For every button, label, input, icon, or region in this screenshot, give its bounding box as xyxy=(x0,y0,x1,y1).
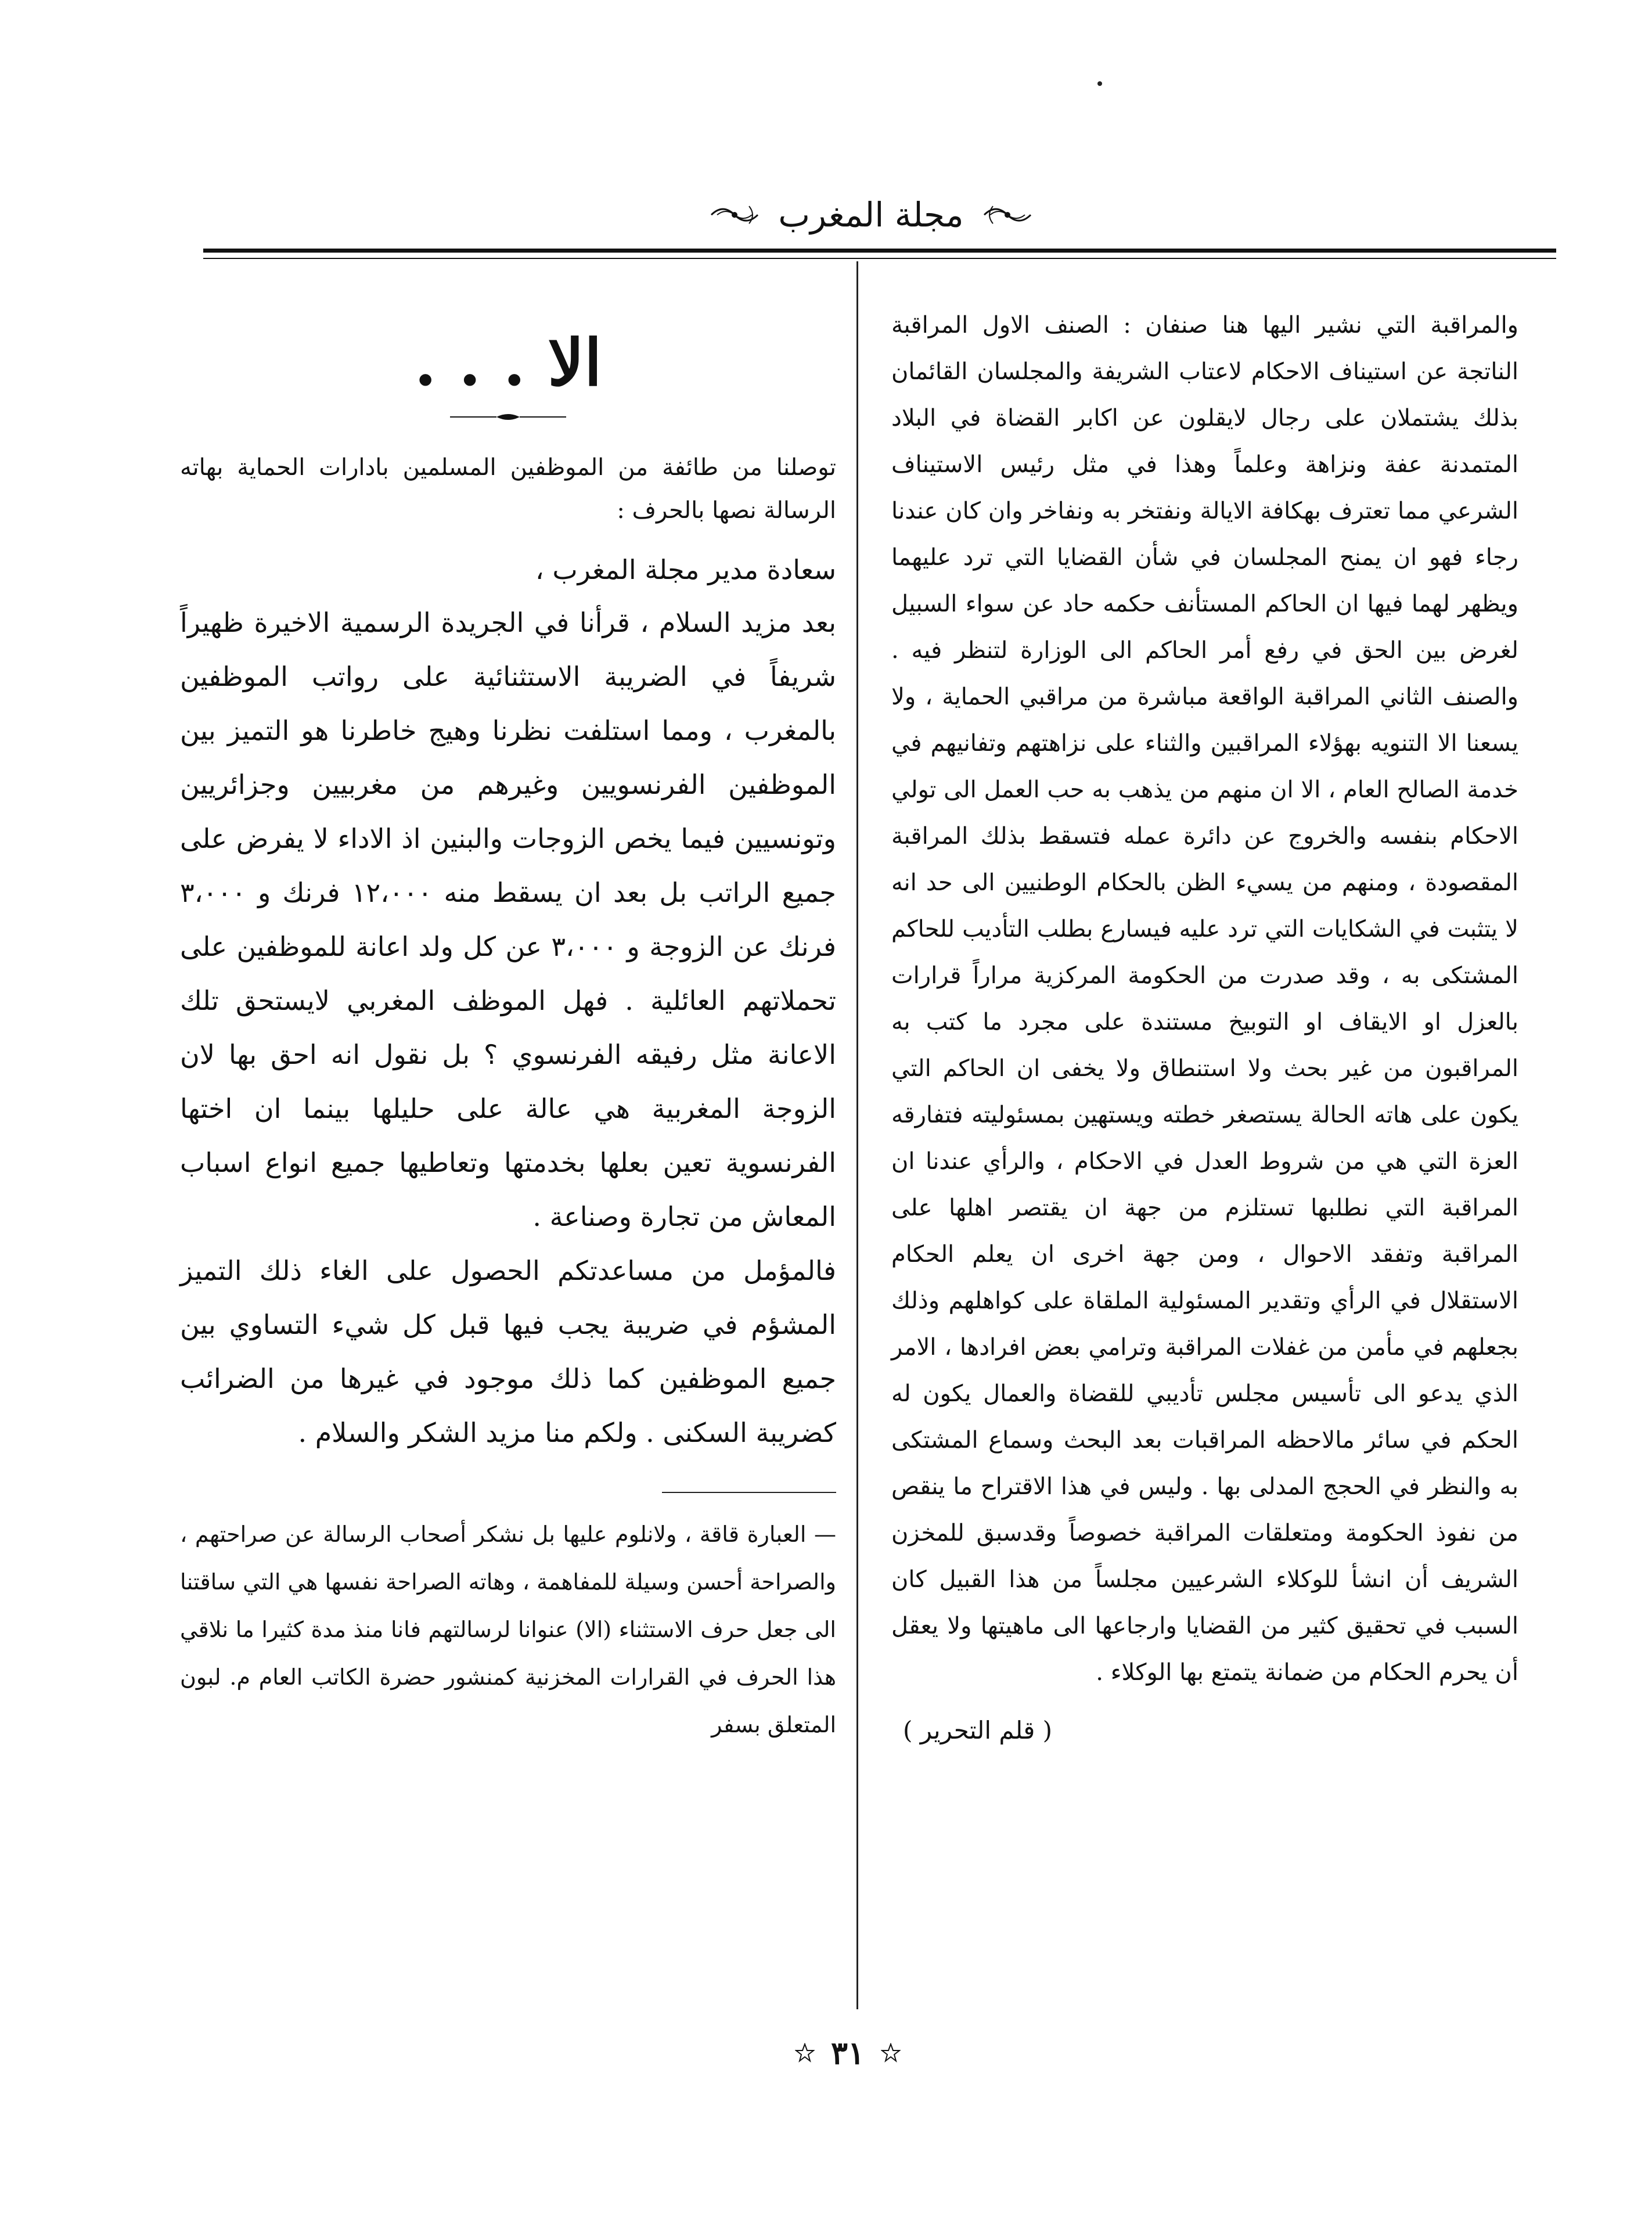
letter-paragraph: بعد مزيد السلام ، قرأنا في الجريدة الرسمية الاخيرة ظهيراً شريفاً في الضريبة الاستثنائية على رواتب الموظفين بالمغرب ، ومما استلفت نظرنا وهيج خاطرنا هو التميز بين الموظفين الفرنسويين وغيرهم من مغربيين وجزائريين وتونسيين فيما يخص الزوجات والبنين اذ الاداء لا يفرض على جميع الراتب بل بعد ان يسقط منه ١٢،٠٠٠ فرنك و ٣،٠٠٠ فرنك عن الزوجة و ٣،٠٠٠ عن كل ولد اعانة للموظفين على تحملاتهم العائلية . فهل الموظف المغربي لايستحق تلك الاعانة مثل رفيقه الفرنسوي ؟ بل نقول انه احق بها لان الزوجة المغربية هي عالة على حليلها بينما ان اختها الفرنسوية تعين بعلها بخدمتها وتعاطيها جميع انواع اسباب المعاش من تجارة وصناعة . xyxy=(180,607,836,1232)
star-icon xyxy=(795,2043,815,2063)
article-title: الا . . . xyxy=(414,325,602,400)
header-rule-thin xyxy=(203,258,1556,259)
right-column xyxy=(891,302,1518,1754)
magazine-title: مجلة المغرب xyxy=(778,195,964,235)
letter-paragraph: فالمؤمل من مساعدتكم الحصول على الغاء ذلك التميز المشؤم في ضريبة يجب فيها قبل كل شيء التساوي بين جميع الموظفين كما ذلك موجود في غيرها من الضرائب كضريبة السكنى . ولكم منا مزيد الشكر والسلام . xyxy=(180,1255,836,1448)
page-number-text: ٣١ xyxy=(830,2034,865,2071)
footnote: — العبارة قاقة ، ولانلوم عليها بل نشكر أصحاب الرسالة عن صراحتهم ، والصراحة أحسن وسيلة للمفاهمة ، وهاته الصراحة نفسها هي التي ساقتنا الى جعل حرف الاستثناء (الا) عنوانا لرسالتهم فانا منذ مدة كثيرا ما نلاقي هذا الحرف في القرارات المخزنية كمنشور حضرة الكاتب العام م. لبون المتعلق بسفر xyxy=(180,1521,836,1737)
letter-salutation: سعادة مدير مجلة المغرب ، xyxy=(535,554,836,585)
column-divider xyxy=(856,261,858,2009)
left-column xyxy=(180,325,836,1749)
star-icon xyxy=(881,2043,901,2063)
title-divider-ornament-icon xyxy=(450,411,566,423)
header-rule xyxy=(203,249,1556,253)
header-ornament-right-icon xyxy=(981,197,1034,232)
editorial-signature: ( قلم التحرير ) xyxy=(903,1716,1053,1744)
running-header xyxy=(668,186,1074,244)
page-number xyxy=(749,2032,946,2073)
letter-intro: توصلنا من طائفة من الموظفين المسلمين بادارات الحماية بهاته الرسالة نصها بالحرف : xyxy=(180,454,836,524)
ink-dot xyxy=(1097,81,1102,86)
header-ornament-left-icon xyxy=(708,197,761,232)
editorial-paragraph: والمراقبة التي نشير اليها هنا صنفان : الصنف الاول المراقبة الناتجة عن استيناف الاحكام لاعتاب الشريفة والمجلسان القائمان بذلك يشتملان على رجال لايقلون عن اكابر القضاة في البلاد المتمدنة عفة ونزاهة وعلماً وهذا في مثل رئيس الاستيناف الشرعي مما تعترف بهكافة الايالة ونفتخر به ونفاخر وان كان عندنا رجاء فهو ان يمنح المجلسان في شأن القضايا التي ترد عليهما ويظهر لهما فيها ان الحاكم المستأنف حكمه حاد عن سواء السبيل لغرض بين الحق في رفع أمر الحاكم الى الوزارة لتنظر فيه . والصنف الثاني المراقبة الواقعة مباشرة من مراقبي الحماية ، ولا يسعنا الا التنويه بهؤلاء المراقبين والثناء على نزاهتهم وتفانيهم في خدمة الصالح العام ، الا ان منهم من يذهب به حب العمل الى تولي الاحكام بنفسه والخروج عن دائرة عمله فتسقط بذلك المراقبة المقصودة ، ومنهم من يسيء الظن بالحكام الوطنيين الى حد انه لا يتثبت في الشكايات التي ترد عليه فيسارع بطلب التأديب للحاكم المشتكى به ، وقد صدرت من الحكومة المركزية مراراً قرارات بالعزل او الايقاف او التوبيخ مستندة على مجرد ما كتب به المراقبون من غير بحث ولا استنطاق ولا يخفى ان الحاكم التي يكون على هاته الحالة يستصغر خطته ويستهين بمسئوليته فتفارقه العزة التي هي من شروط العدل في الاحكام ، والرأي عندنا ان المراقبة التي نطلبها تستلزم من جهة ان يقتصر اهلها على المراقبة وتفقد الاحوال ، ومن جهة اخرى ان يعلم الحكام الاستقلال في الرأي وتقدير المسئولية الملقاة على كواهلهم وذلك بجعلهم في مأمن من غفلات المراقبة وترامي بعض افرادها ، الامر الذي يدعو الى تأسيس مجلس تأديبي للقضاة والعمال يكون له الحكم في سائر مالاحظه المراقبات بعد البحث وسماع المشتكى به والنظر في الحجج المدلى بها . وليس في هذا الاقتراح ما ينقص من نفوذ الحكومة ومتعلقات المراقبة خصوصاً وقدسبق للمخزن الشريف أن انشأ للوكلاء الشرعيين مجلساً من هذا القبيل كان السبب في تحقيق كثير من القضايا وارجاعها الى ماهيتها ولا يعقل أن يحرم الحكام من ضمانة يتمتع بها الوكلاء . xyxy=(891,312,1518,1686)
footnote-separator xyxy=(662,1492,836,1493)
